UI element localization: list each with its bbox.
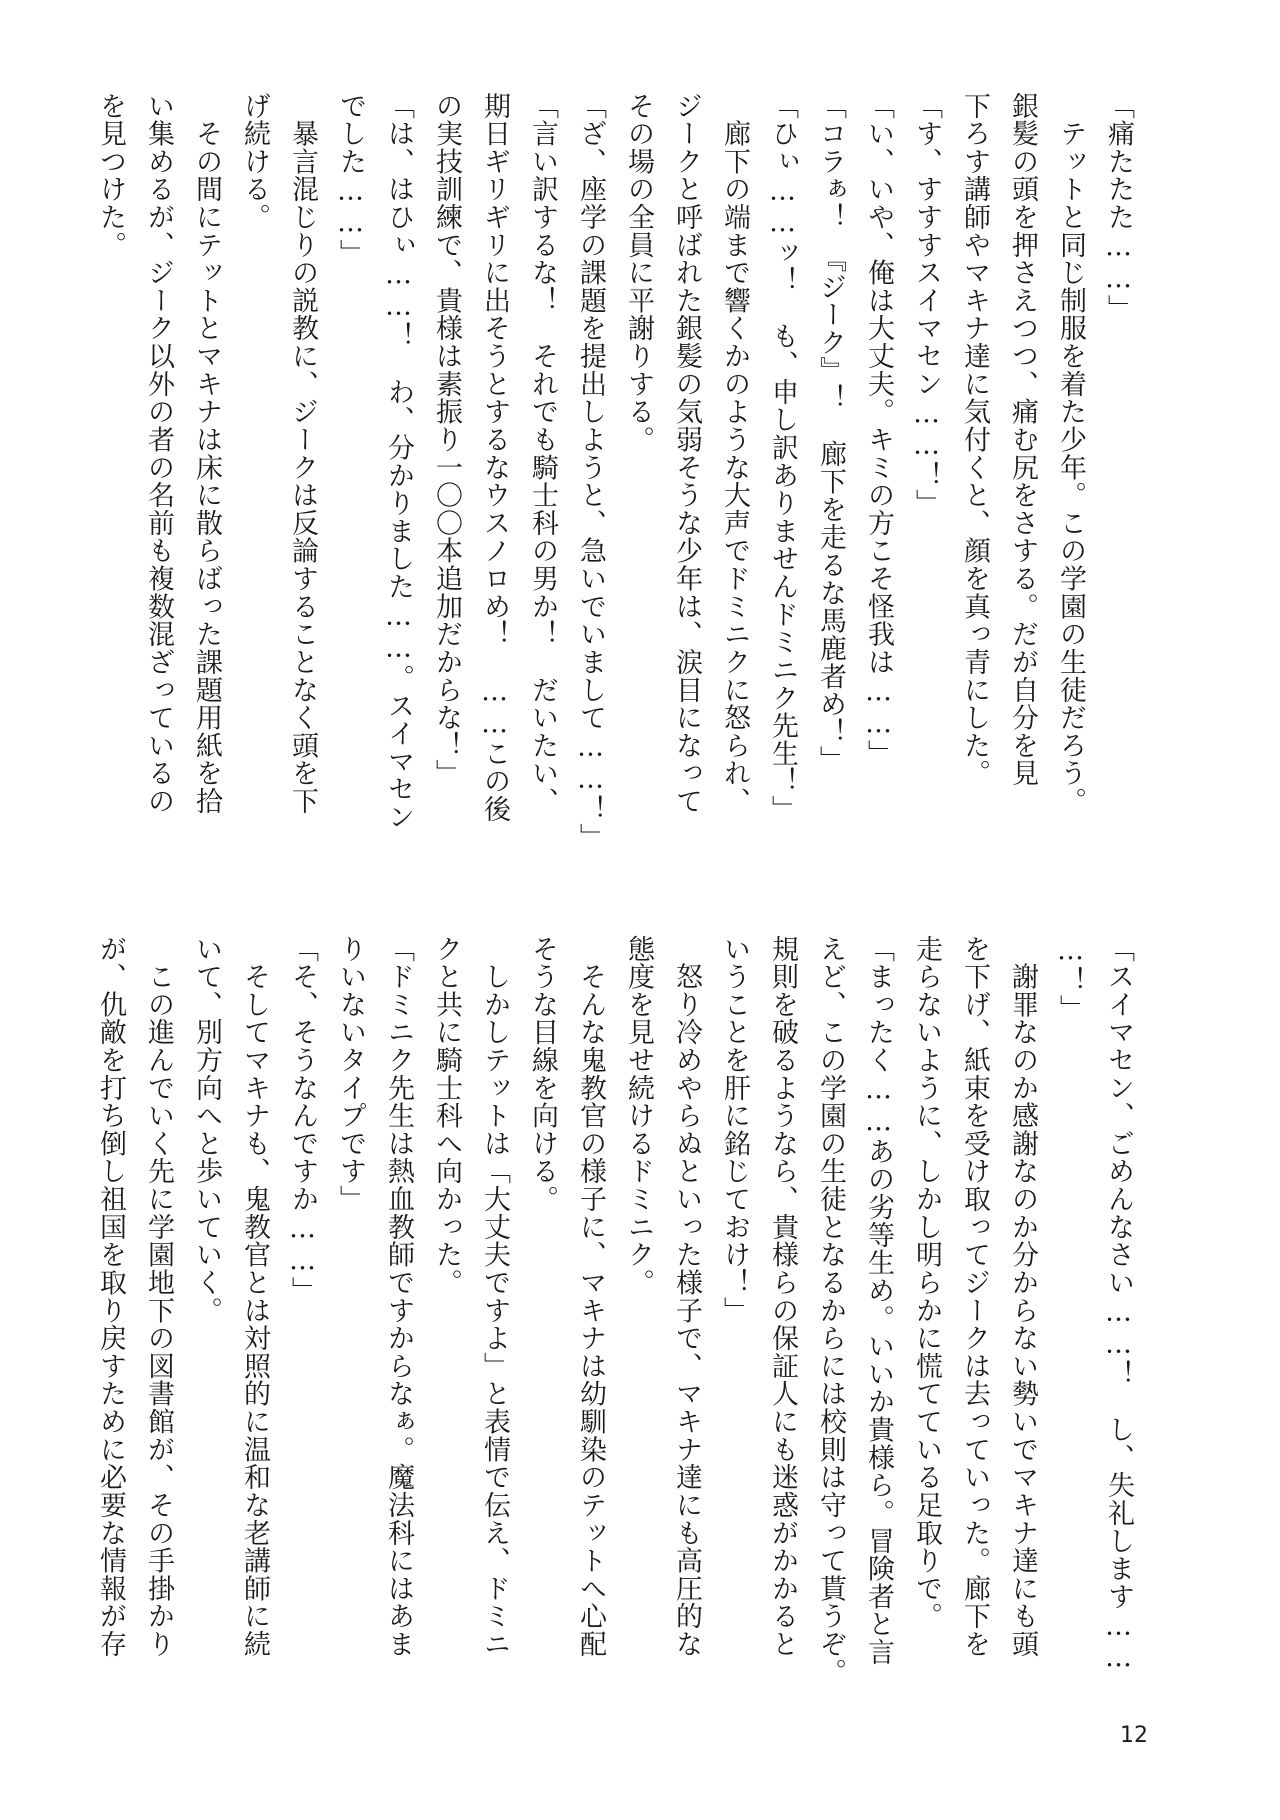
text-line-top: 「ざ、座学の課題を提出しようと、急いでいまして……！」 (575, 92, 606, 851)
text-line-bottom: を下げ、紙束を受け取ってジークは去っていった。廊下を (959, 935, 990, 1659)
text-line-top: 下ろす講師やマキナ達に気付くと、顔を真っ青にした。 (959, 92, 990, 788)
text-line-bottom: しかしテットは「大丈夫ですよ」と表情で伝え、ドミニ (479, 935, 510, 1659)
text-line-bottom: 規則を破るようなら、貴様らの保証人にも迷惑がかかると (767, 935, 798, 1659)
page-number: 12 (1120, 1723, 1148, 1748)
text-line-top: その間にテットとマキナは床に散らばった課題用紙を拾 (191, 92, 222, 816)
text-line-top: ジークと呼ばれた銀髪の気弱そうな少年は、涙目になって (671, 92, 702, 816)
text-line-bottom: いうことを肝に銘じておけ！」 (719, 935, 750, 1325)
text-line-top: 「い、いや、俺は大丈夫。キミの方こそ怪我は……」 (863, 92, 894, 768)
text-line-bottom: そんな鬼教官の様子に、マキナは幼馴染のテットへ心配 (575, 935, 606, 1659)
text-line-bottom: クと共に騎士科へ向かった。 (431, 935, 462, 1297)
text-line-bottom: 走らないように、しかし明らかに慌てている足取りで。 (911, 935, 942, 1631)
text-line-top: げ続ける。 (239, 92, 270, 232)
text-line-bottom: 「ドミニク先生は熱血教師ですからなぁ。魔法科にはあま (383, 935, 414, 1659)
text-line-top: でした……」 (335, 92, 366, 267)
text-line-top: 「言い訳するな！ それでも騎士科の男か！ だいたい、 (527, 92, 558, 816)
text-line-bottom: 怒り冷めやらぬといった様子で、マキナ達にも高圧的な (671, 935, 702, 1659)
text-line-bottom: 謝罪なのか感謝なのか分からない勢いでマキナ達にも頭 (1007, 935, 1038, 1659)
text-line-bottom: 「そ、そうなんですか……」 (287, 935, 318, 1305)
text-line-top: その場の全員に平謝りする。 (623, 92, 654, 454)
text-block-top (95, 92, 1142, 892)
text-line-top: 「痛たたた……」 (1103, 92, 1134, 323)
text-line-bottom: いて、別方向へと歩いていく。 (191, 935, 222, 1325)
text-block-bottom (95, 935, 1142, 1695)
text-line-bottom: そしてマキナも、鬼教官とは対照的に温和な老講師に続 (239, 935, 270, 1659)
text-line-bottom: そうな目線を向ける。 (527, 935, 558, 1214)
text-line-top: を見つけた。 (95, 92, 126, 259)
text-line-bottom: 態度を見せ続けるドミニク。 (623, 935, 654, 1297)
text-line-bottom: が、仇敵を打ち倒し祖国を取り戻すために必要な情報が存 (95, 935, 126, 1659)
text-line-top: 「は、はひぃ……！ わ、分かりました……。スイマセン (383, 92, 414, 832)
text-line-top: 暴言混じりの説教に、ジークは反論することなく頭を下 (287, 92, 318, 816)
text-line-bottom: 「まったく……あの劣等生め。いいか貴様ら。冒険者と言 (863, 935, 894, 1667)
text-line-top: 廊下の端まで響くかのような大声でドミニクに怒られ、 (719, 92, 750, 816)
text-line-top: 「ひぃ……ッ！ も、申し訳ありませんドミニク先生！」 (767, 92, 798, 824)
text-line-top: 「す、すすすスイマセン……！」 (911, 92, 942, 518)
text-line-bottom: …！」 (1055, 935, 1086, 1023)
text-line-top: 銀髪の頭を押さえつつ、痛む尻をさする。だが自分を見 (1007, 92, 1038, 788)
text-line-top: の実技訓練で、貴様は素振り一〇〇本追加だからな！」 (431, 92, 462, 788)
text-line-bottom: りいないタイプです」 (335, 935, 366, 1214)
text-line-bottom: 「スイマセン、ごめんなさい……！ し、失礼します…… (1103, 935, 1134, 1675)
text-line-top: 「コラぁ！ 『ジーク』！ 廊下を走るな馬鹿者め！」 (815, 92, 846, 774)
text-line-top: 期日ギリギリに出そうとするなウスノロめ！ ……この後 (479, 92, 510, 824)
text-line-top: テットと同じ制服を着た少年。この学園の生徒だろう。 (1055, 92, 1086, 816)
text-line-top: い集めるが、ジーク以外の者の名前も複数混ざっているの (143, 92, 174, 816)
text-line-bottom: えど、この学園の生徒となるからには校則は守って貰うぞ。 (815, 935, 846, 1686)
text-line-bottom: この進んでいく先に学園地下の図書館が、その手掛かり (143, 935, 174, 1659)
